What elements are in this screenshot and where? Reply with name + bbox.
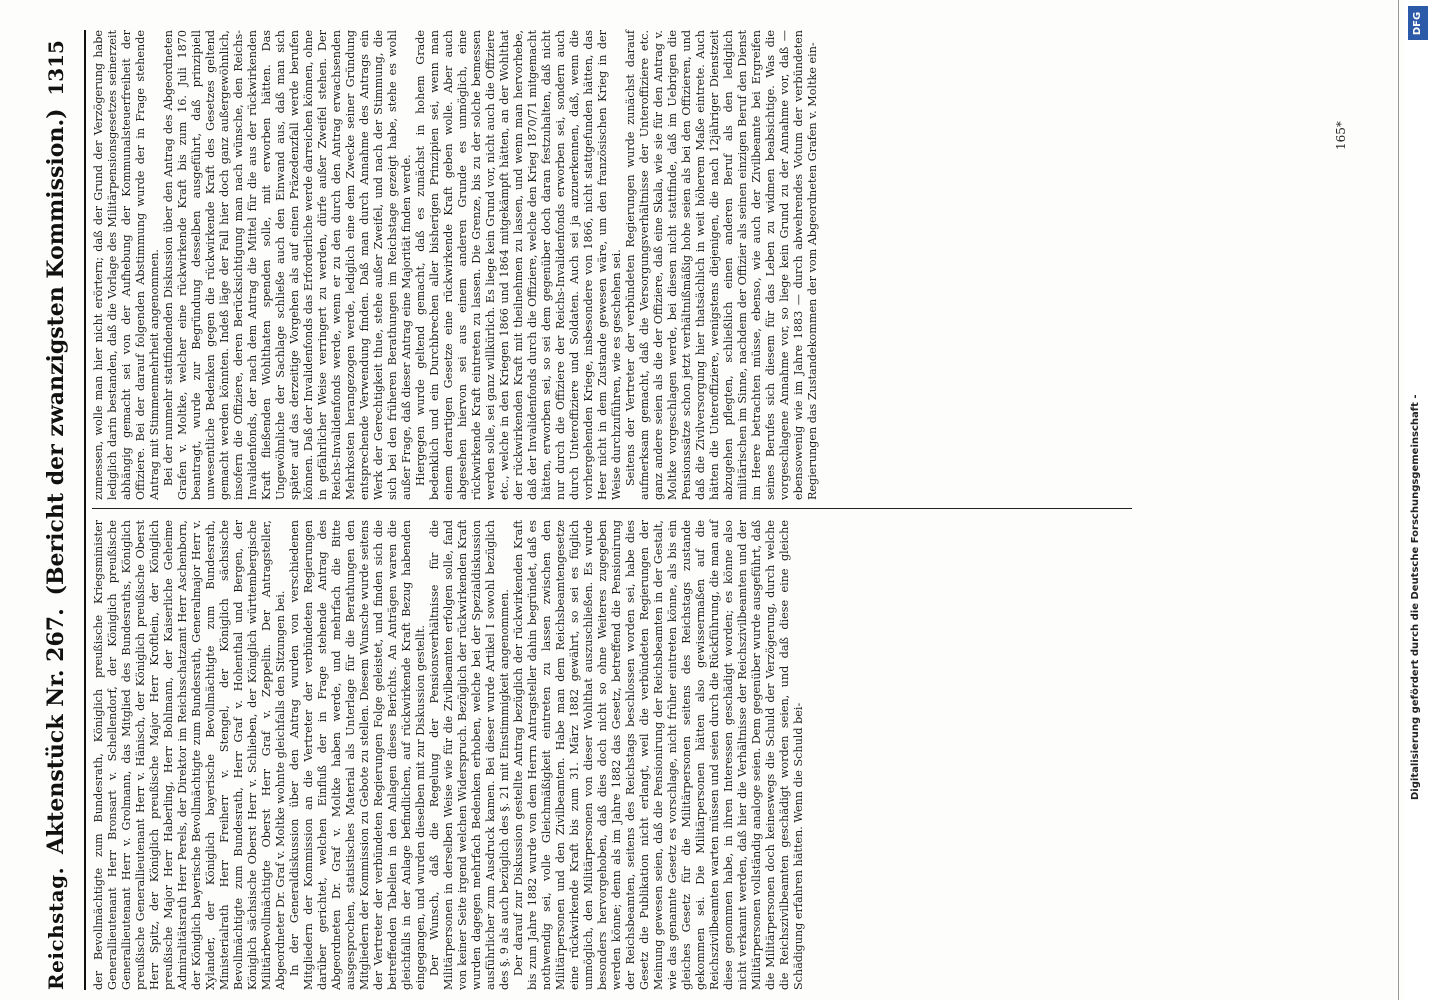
column-divider bbox=[92, 508, 1132, 509]
header-left: Reichstag. bbox=[44, 866, 68, 990]
paragraph: der Bevollmächtigte zum Bundesrath, Königlich preußische Kriegsminister Generallieutenant Herr Bronsart v. Schellendorf, der Königlich preußische Generallieutenant Herr v. Grolmann, das Mitglied des Bundesraths, Königlich preußische Generallieutenant Herr v. Hänisch, der Königlich preußische Oberst Herr Spitz, der Königlich preußische Major Herr Kroftlein, der Königlich preußische Major Herr Haberling, Herr Bohlmann, der Kaiserliche Geheime Admiralitätsrath Herr Perels, der Direktor im Reichsschatzamt Herr Aschenborn, der Königlich bayerische Bevollmächtigte zum Bundesrath, Generalmajor Herr v. Xylander, der Königlich bayerische Bevollmächtigte zum Bundesrath, Ministerialrath Herr Freiherr v. Stengel, der Königlich sächsische Bevollmächtigte zum Bundesrath, Herr Graf v. Hohenthal und Bergen, der Königlich sächsische Oberst Herr v. Schlieben, der Königlich württembergische Militärbevollmächtigte Oberst Herr Graf v. Zeppelin. Der Antragsteller, Abgeordneter Dr. Graf v. Moltke wohnte gleichfalls den Sitzungen bei. bbox=[92, 520, 287, 990]
paragraph: Der darauf zur Diskussion gestellte Antrag bezüglich der rückwirkenden Kraft bis zum Jahre 1882 wurde von dem Herrn Antragsteller dahin begründet, daß es nothwendig sei, volle Gleichmäßigkeit eintreten zu lassen zwischen den Militärpersonen und den Zivilbeamten. Habe man dem Reichsbeamtengesetze eine rückwirkende Kraft bis zum 31. März 1882 gewährt, so sei es füglich unmöglich, den Militärpersonen von dieser Wohlthat auszuschließen. Es wurde besonders hervorgehoben, daß dies doch nicht so ohne Weiteres zugegeben werden könne; denn als im Jahre 1882 das Gesetz, betreffend die Pensionirung der Reichsbeamten, seitens des Reichstags beschlossen worden sei, habe dies Gesetz die Publikation nicht erlangt, weil die verbündeten Regierungen der Meinung gewesen seien, daß die Pensionirung der Reichsbeamten in der Gestalt, wie das genannte Gesetz es vorschlage, nicht früher eintreten könne, als bis ein gleiches Gesetz für die Militärpersonen seitens des Reichstags zustande gekommen sei. Die Militärpersonen hätten also gewissermaßen auf die Reichszivilbeamten warten müssen und seien durch die Rückführung, die man auf diese genommen habe, in ihren Interessen geschädigt worden; es könne also nicht verkannt werden, daß hier die Verhältnisse der Reichszivilbeamten und der Militärpersonen vollständig analoge seien. Dem gegenüber wurde ausgeführt, daß die Militärpersonen doch keineswegs die Schuld der Verzögerung, durch welche die Reichszivilbeamten geschädigt worden seien, und daß diese eine gleiche Schädigung erfahren hätten. Wenn die Schuld bei- bbox=[512, 520, 805, 990]
header-center-2: (Bericht der zwanzigsten Kommission.) bbox=[43, 108, 69, 596]
paragraph: Der Wunsch, daß die Regelung der Pensionsverhältnisse für die Militärpersonen in derselben Weise wie für die Zivilbeamten erfolgen solle, fand von keiner Seite irgend welchen Widerspruch. Bezüglich der rückwirkenden Kraft wurden dagegen mehrfach Bedenken erhoben, welche bei der Spezialdiskussion ausführlicher zum Ausdruck kamen. Bei dieser wurde Artikel I sowohl bezüglich des §. 9 als auch bezüglich des §. 21 mit Einstimmigkeit angenommen. bbox=[428, 520, 511, 990]
paragraph: In der Generaldiskussion über den Antrag wurden von verschiedenen Mitgliedern der Kommission an die Vertreter der verbündeten Regierungen darüber gerichtet, welchen Einfluß der in Frage stehende Antrag des Abgeordneten Dr. Graf v. Moltke haben werde, und mehrfach die Bitte ausgesprochen, statistisches Material als Unterlage für die Berathungen den Mitgliedern der Kommission zu Gebote zu stellen. Diesem Wunsche wurde seitens der Vertreter der verbündeten Regierungen Folge geleistet, und finden sich die betreffenden Tabellen in den Anlagen dieses Berichts. An Anträgen waren die gleichfalls in der Anlage befindlichen, auf rückwirkende Kraft Bezug habenden eingegangen, und wurden dieselben mit zur Diskussion gestellt. bbox=[288, 520, 427, 990]
text-column-left bbox=[92, 520, 805, 990]
page-number: 1315 bbox=[44, 40, 68, 96]
page-header bbox=[36, 40, 76, 990]
dfg-logo bbox=[1408, 6, 1428, 40]
paragraph: Seitens der Vertreter der verbündeten Regierungen wurde zunächst darauf aufmerksam gemacht, daß die Versorgungsverhältnisse der Unteroffiziere etc. ganz andere seien als die der Offiziere, daß eine Skala, wie sie für den Antrag v. Moltke vorgeschlagen werde, bei diesen nicht stattfinde, daß im Uebrigen die Pensionssätze schon jetzt verhältnißmäßig hohe seien als bei den Offizieren, und daß die Zivilversorgung hier thatsächlich in weit höherem Maße eintrete. Auch hätten die Unteroffiziere, wenigstens diejenigen, die nach 12jähriger Dienstzeit abzugehen pflegten, schließlich einen anderen Beruf als den lediglich militärischen im Sinne, nachdem der Offizier als seinen einzigen Beruf den Dienst im Heere betrachten müsse, ebenso, wie auch der Zivilbeamte bei Ergreifen seines Berufes sich diesem für das Leben zu widmen beabsichtige. Was die vorgeschlagene Annahme vor, so liege kein Grund zu der Annahme vor, daß — ebensowenig wie im Jahre 1883 — durch abwehrendes Votum der verbündeten Regierungen das Zustandekommen der vom Abgeordneten Grafen v. Moltke ein- bbox=[624, 30, 819, 500]
paragraph: Hiergegen wurde geltend gemacht, daß es zunächst in hohem Grade bedenklich und ein Durchbrechen aller bisherigen Prinzipien sei, wenn man einem derartigen Gesetze eine rückwirkende Kraft geben wolle. Aber auch abgesehen hiervon sei aus einem anderen Grunde es unmöglich, eine rückwirkende Kraft eintreten zu lassen. Die Grenze, bis zu der solche bemessen werden solle, sei ganz willkürlich. Es liege kein Grund vor, nicht auch die Offiziere etc., welche in den Kriegen 1866 und 1864 mitgekämpft hätten, an der Wohlthat der rückwirkenden Kraft mit theilnehmen zu lassen, und wenn man hervorhebe, daß der Invalidenfonds durch die Offiziere, welche den Krieg 1870/71 mitgemacht hätten, erworben sei, so sei dem gegenüber doch daran festzuhalten, daß nicht nur durch die Offiziere der Reichs-Invalidenfonds erworben sei, sondern auch durch Unteroffiziere und Soldaten. Auch sei ja anzuerkennen, daß, wenn die vorhergehenden Kriege, insbesondere von 1866, nicht stattgefunden hätten, das Heer nicht in dem Zustande gewesen wäre, um den französischen Krieg in der Weise durchzuführen, wie es geschehen sei. bbox=[414, 30, 623, 500]
text-column-right bbox=[92, 30, 819, 500]
paragraph: Bei der nunmehr stattfindenden Diskussion über den Antrag des Abgeordneten Grafen v. Moltke, welcher eine rückwirkende Kraft bis zum 16. Juli 1870 beantragt, wurde zur Begründung desselben ausgeführt, daß prinzipiell unwesentliche Bedenken gegen die rückwirkende Kraft des Gesetzes geltend gemacht werden könnten. Indeß läge der Fall hier doch ganz außergewöhnlich, insofern die Offiziere, deren Berücksichtigung man nach wünsche, den Reichs-Invalidenfonds, der nach dem Antrag die Mittel für die aus der rückwirkenden Kraft fließenden Wohlthaten spenden solle, mit erworben hätten. Das Ungewöhnliche der Sachlage schließe auch den Einwand aus, daß man sich später auf das derzeitige Vorgehen als auf einen Präzedenzfall werde berufen können. Daß der Invalidenfonds das Erforderliche werde darreichen können, ohne in gefährlicher Weise verringert zu werden, dürfe außer Zweifel stehen. Der Reichs-Invalidenfonds werde, wenn er zu den durch den Antrag erwachsenden Mehrkosten herangezogen werde, lediglich eine dem Zwecke seiner Gründung entsprechende Verwendung finden. Daß man durch Annahme des Antrags ein Werk der Gerechtigkeit thue, stehe außer Zweifel, und nach der Stimmung, die sich bei den früheren Berathungen im Reichstage gezeigt habe, stehe es wohl außer Frage, daß dieser Antrag eine Majorität finden werde. bbox=[162, 30, 413, 500]
paragraph: zumessen, wolle man hier nicht erörtern; daß der Grund der Verzögerung habe lediglich darin bestanden, daß die Vorlage des Militärpensionsgesetzes seinerzeit abhängig gemacht sei von der Aufhebung der Kommunalsteuerfreiheit der Offiziere. Bei der darauf folgenden Abstimmung wurde der in Frage stehende Antrag mit Stimmenmehrheit angenommen. bbox=[92, 30, 161, 500]
header-center: Aktenstück Nr. 267. bbox=[43, 608, 69, 855]
scan-edge bbox=[1398, 0, 1399, 1000]
header-rule bbox=[84, 30, 86, 990]
column-body-left bbox=[92, 520, 1292, 990]
dfg-logo-text: DFG bbox=[1412, 11, 1424, 35]
sheet-signature: 165* bbox=[1334, 121, 1348, 150]
column-body-right bbox=[92, 30, 1292, 500]
funding-note: Digitalisierung gefördert durch die Deutsche Forschungsgemeinschaft - bbox=[1410, 394, 1421, 800]
